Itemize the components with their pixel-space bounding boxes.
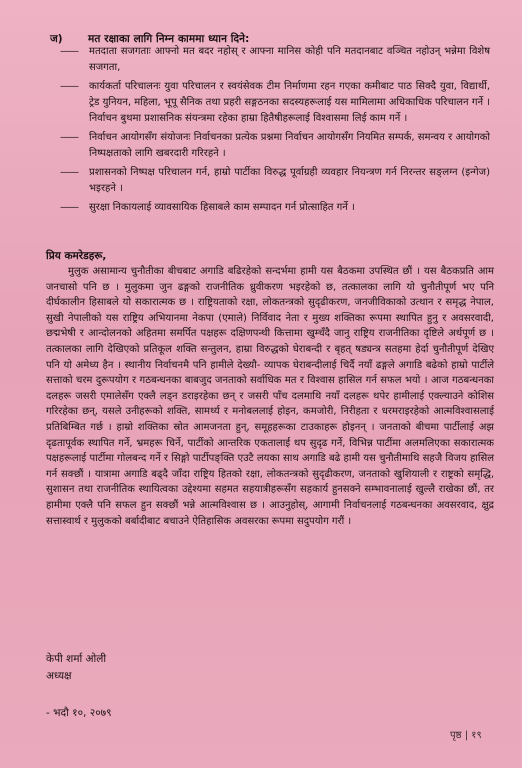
bullet-dash: —— xyxy=(60,167,78,178)
signatory-name: केपी शर्मा ओली xyxy=(46,653,107,665)
bullet-dash: —— xyxy=(60,202,78,213)
bullet-dash: —— xyxy=(60,81,78,92)
signature-block xyxy=(46,651,106,685)
list-item xyxy=(60,200,490,216)
bullet-dash: —— xyxy=(60,46,78,57)
section-letter: ज) xyxy=(50,33,63,45)
signatory-title: अध्यक्ष xyxy=(46,670,72,682)
list-item xyxy=(60,79,490,127)
bullet-text: सुरक्षा निकायलाई व्यावसायिक हिसाबले काम सम्पादन गर्न प्रोत्साहित गर्ने । xyxy=(89,202,355,213)
letter-body-text: मुलुक असामान्य चुनौतीका बीचबाट अगाडि बढिरहेको सन्दर्भमा हामी यस बैठकमा उपस्थित छौं । यस बैठकप्रति आम जनचासो पनि छ । मुलुकमा जुन ढङ्गको राजनीतिक ध्रुवीकरण भइरहेको छ, तत्कालका लागि यो चुनौतीपूर्ण भए पनि दीर्घकालीन हिसाबले यो सकारात्मक छ । राष्ट्रियताको रक्षा, लोकतन्त्रको सुदृढीकरण, जनजीविकाको उत्थान र समृद्ध नेपाल, सुखी नेपालीको यस राष्ट्रिय अभियानमा नेकपा (एमाले) निर्विवाद नेता र मुख्य शक्तिका रूपमा स्थापित हुनु र अवसरवादी, छद्मभेषी र आन्दोलनको अहितमा समर्पित पक्षहरू दक्षिणपन्थी कित्तामा खुम्चँदै जानु राष्ट्रिय राजनीतिका दृष्टिले अर्थपूर्ण छ । तत्कालका लागि देखिएको प्रतिकूल शक्ति सन्तुलन, हाम्रा विरुद्धको घेराबन्दी र बृहत् षड्यन्त्र सतहमा हेर्दा चुनौतीपूर्ण देखिए पनि यो अमेध्य हैन । स्थानीय निर्वाचनमै पनि हामीले देख्यौ- व्यापक घेराबन्दीलाई चिर्दै नयाँ ढङ्गले अगाडि बढेको हाम्रो पार्टीले सत्ताको चरम दुरूपयोग र गठबन्धनका बाबजुद जनताको सर्वाधिक मत र विश्वास हासिल गर्न सफल भयो । आज गठबन्धनका दलहरू जसरी एमालेसँग एक्लै लड्न डराइरहेका छन् र जसरी पाँच दलमाथि नयाँ दलहरू थपेर हामीलाई एक्ल्याउने कोशिस गरिरहेका छन्, यसले उनीहरूको शक्ति, सामर्थ्य र मनोबललाई होइन, कमजोरी, निरीहता र धरमराइरहेको आत्मविश्वासलाई प्रतिबिम्बित गर्छ । हाम्रो शक्तिका स्रोत आमजनता हुन्, समूहहरूका टाउकाहरू होइनन् । जनताको बीचमा पार्टीलाई अझ दृढतापूर्वक स्थापित गर्ने, भ्रमहरू चिर्ने, पार्टीको आन्तरिक एकतालाई थप सुदृढ गर्ने, विभिन्न पार्टीमा अलमलिएका सकारात्मक पक्षहरूलाई पार्टीमा गोलबन्द गर्ने र सिङ्गो पार्टीपङ्क्ति एउटै लयका साथ अगाडि बढे हामी यस चुनौतीमाथि सहजै विजय हासिल गर्न सक्छौं । यात्रामा अगाडि बढ्दै जाँदा राष्ट्रिय हितको रक्षा, लोकतन्त्रको सुदृढीकरण, जनताको खुशियाली र राष्ट्रको समृद्धि, सुशासन तथा राजनीतिक स्थायित्वका उद्देश्यमा सहमत सहयात्रीहरूसँग सहकार्य हुनसक्ने सम्भावनालाई खुल्लै राखेका छौं, तर हामीमा एक्लै पनि सफल हुन सक्छौं भन्ने आत्मविश्वास छ । आउनुहोस्, आगामी निर्वाचनलाई गठबन्धनका अवसरवाद, क्षुद्र सत्तास्वार्थ र मुलुकको बर्बादीबाट बचाउने ऐतिहासिक अवसरका रूपमा सदुपयोग गरौं । xyxy=(46,266,494,527)
bullet-list xyxy=(60,44,490,219)
bullet-text: मतदाता सजगताः आफ्नो मत बदर नहोस् र आफ्ना मानिस कोही पनि मतदानबाट वञ्चित नहोउन् भन्नेमा विशेष सजगता, xyxy=(89,46,490,73)
list-item xyxy=(60,130,490,162)
page-number: पृष्ठ | १९ xyxy=(450,730,482,741)
bullet-text: निर्वाचन आयोगसँग संयोजनः निर्वाचनका प्रत्येक प्रश्नमा निर्वाचन आयोगसँग नियमित सम्पर्क, समन्वय र आयोगको निष्पक्षताको लागि खबरदारी गरिरहने । xyxy=(89,132,490,159)
bullet-text: प्रशासनको निष्पक्ष परिचालन गर्न, हाम्रो पार्टीका विरुद्ध पूर्वाग्रही व्यवहार नियन्त्रण गर्न निरन्तर सङ्लग्न (इन्गेज) भइरहने । xyxy=(89,167,490,194)
list-item xyxy=(60,165,490,197)
letter-body xyxy=(46,264,494,529)
signature-date: - भदौ १०, २०७९ xyxy=(46,707,112,719)
bullet-text: कार्यकर्ता परिचालनः युवा परिचालन र स्वयंसेवक टीम निर्माणमा रहन गएका कमीबाट पाठ सिक्दै युवा, विद्यार्थी, ट्रेड युनियन, महिला, भूपू सैनिक तथा प्रहरी सङ्गठनका सदस्यहरूलाई यस मामिलामा अधिकाधिक परिचालन गर्ने । निर्वाचन बुथमा प्रशासनिक संयन्त्रमा रहेका हाम्रा हितैषीहरूलाई विश्वासमा लिई काम गर्ने । xyxy=(89,81,490,124)
salutation: प्रिय कमरेडहरू, xyxy=(46,250,107,262)
section-heading: मत रक्षाका लागि निम्न काममा ध्यान दिने: xyxy=(88,33,250,45)
bullet-dash: —— xyxy=(60,132,78,143)
list-item xyxy=(60,44,490,76)
